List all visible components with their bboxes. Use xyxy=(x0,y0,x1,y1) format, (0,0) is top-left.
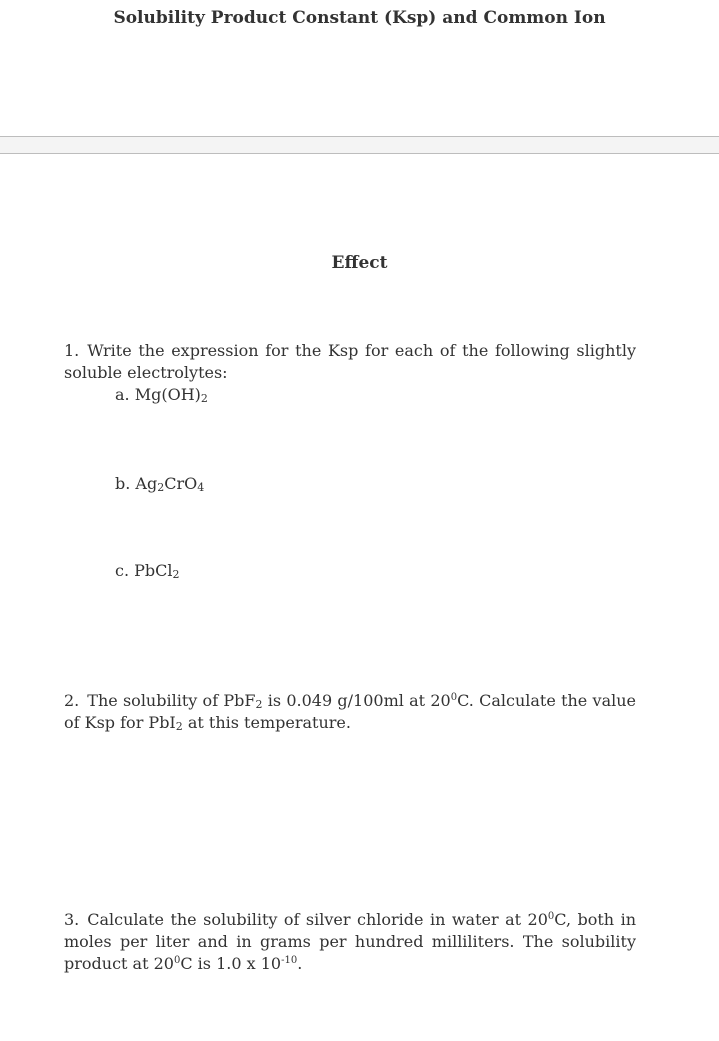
question-3-text: Calculate the solubility of silver chloride in water at $20^0C$, both in moles per liter and in grams per hundred milliliters. The solubility product at $20^0C$ is 1.0 x $10^{-10}$. xyxy=(64,910,637,973)
item-formula: $Mg(OH)_2$ xyxy=(134,385,208,405)
question-2-text: The solubility of PbF$_2$ is 0.049 g/100ml at $20^0C$. Calculate the value of Ksp for PbI$_2$ at this temperature. xyxy=(64,691,636,733)
question-1-item-a xyxy=(115,384,208,406)
question-3-number: 3. xyxy=(64,910,80,929)
item-letter: a. xyxy=(115,385,130,404)
question-1-number: 1. xyxy=(64,341,80,360)
question-1-text: Write the expression for the Ksp for each of the following slightly soluble electrolytes: xyxy=(64,341,636,382)
page-break-divider xyxy=(0,136,719,154)
question-1 xyxy=(64,340,636,384)
question-1-item-c xyxy=(115,560,180,582)
item-letter: b. xyxy=(115,474,131,493)
question-1-item-b xyxy=(115,473,204,495)
document-subtitle: Effect xyxy=(331,253,388,273)
item-letter: c. xyxy=(115,561,130,580)
question-2-number: 2. xyxy=(64,691,80,710)
item-formula: PbCl$_2$ xyxy=(134,561,180,581)
item-formula: $Ag_2CrO_4$ xyxy=(135,474,205,494)
document-title: Solubility Product Constant (Ksp) and Common Ion xyxy=(113,8,606,28)
question-3 xyxy=(64,909,636,975)
question-2 xyxy=(64,690,636,734)
